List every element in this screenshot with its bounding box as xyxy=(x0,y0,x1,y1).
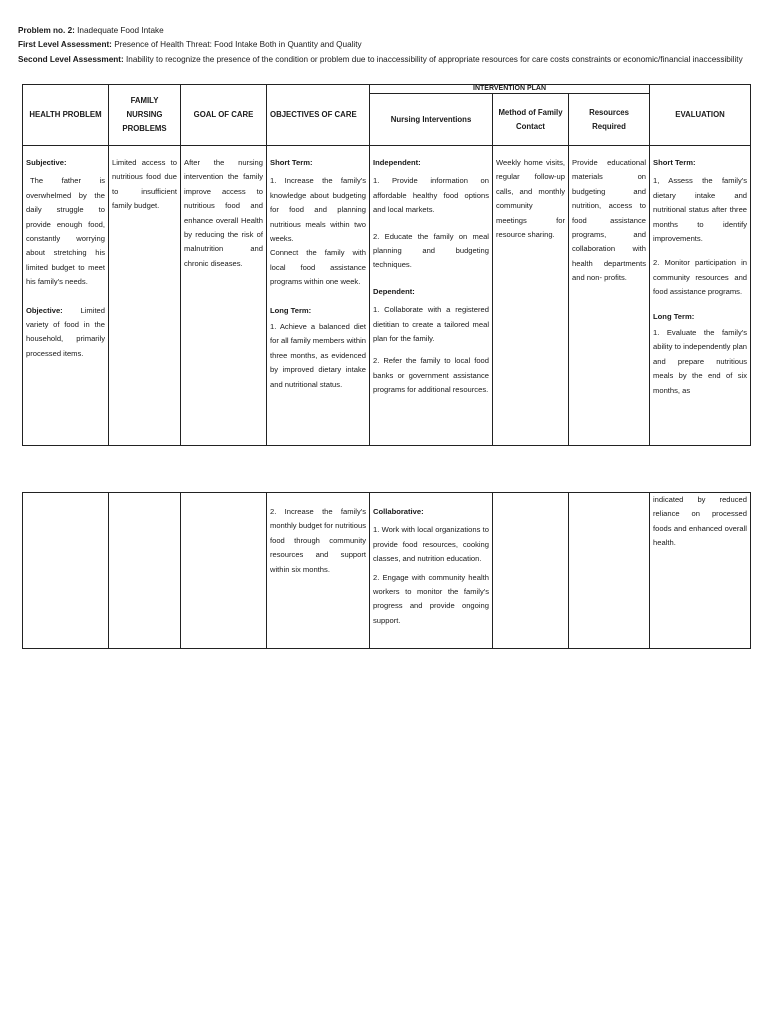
cell-health-problem xyxy=(23,146,109,446)
eval-long-term-1: 1. Evaluate the family's ability to independently plan and prepare nutritious meals by the end of six months, as xyxy=(653,328,748,395)
cell-objectives-continued xyxy=(267,493,370,649)
problem-line xyxy=(18,24,752,38)
col-nursing-interventions: Nursing Interventions xyxy=(370,94,493,146)
objective-block xyxy=(26,304,105,362)
cell-empty xyxy=(181,493,267,649)
cell-evaluation xyxy=(650,146,751,446)
eval-short-term-label: Short Term: xyxy=(653,158,696,167)
long-term-label: Long Term: xyxy=(270,305,312,315)
cell-empty xyxy=(569,493,650,649)
short-term-label: Short Term: xyxy=(270,158,313,167)
objective-label: Objective: xyxy=(26,305,63,315)
col-method-of-contact: Method of Family Contact xyxy=(493,94,569,146)
subjective-label: Subjective: xyxy=(26,158,67,167)
table-row xyxy=(23,146,751,446)
second-level-label: Second Level Assessment: xyxy=(18,55,124,64)
short-term-objective-1: 1. Increase the family's knowledge about budgeting for food and planning nutritious meals within two weeks. xyxy=(270,176,366,244)
cell-empty xyxy=(109,493,181,649)
cell-goal: After the nursing intervention the family improve access to nutritious food and enhance overall Health by reducing the risk of malnutrition and chronic diseases. xyxy=(181,146,267,446)
collaborative-intervention-2: 2. Engage with community health workers to monitor the family's progress and provide ongoing support. xyxy=(373,572,489,625)
second-level-value: Inability to recognize the presence of the condition or problem due to inaccessibility of appropriate resources for care costs constraints or economic/financial inaccessibility xyxy=(126,55,743,64)
cell-evaluation-continued: indicated by reduced reliance on processed foods and enhanced overall health. xyxy=(650,493,751,649)
short-term-objective-2b: 2. Increase the family's monthly budget for nutritious food through community resources and support within six months. xyxy=(270,507,366,574)
eval-short-term-1: 1, Assess the family's dietary intake and nutritional status after three months to identify improvements. xyxy=(653,176,748,244)
col-resources-required: Resources Required xyxy=(569,94,650,146)
dependent-intervention-1: 1. Collaborate with a registered dietitian to create a tailored meal plan for the family. xyxy=(373,305,489,344)
cell-empty xyxy=(23,493,109,649)
cell-interventions-continued xyxy=(370,493,493,649)
care-plan-table-continued xyxy=(22,492,751,649)
short-term-objective-2: Connect the family with local food assistance programs within one week. xyxy=(270,248,366,287)
cell-interventions xyxy=(370,146,493,446)
problem-value: Inadequate Food Intake xyxy=(77,26,164,35)
col-goal-of-care: GOAL OF CARE xyxy=(181,85,267,146)
dependent-intervention-2: 2. Refer the family to local food banks or government assistance programs for additional resources. xyxy=(373,356,489,395)
cell-family-nursing-problem: Limited access to nutritious food due to insufficient family budget. xyxy=(109,146,181,446)
independent-intervention-2: 2. Educate the family on meal planning and budgeting techniques. xyxy=(373,231,489,270)
subjective-text: The father is overwhelmed by the daily struggle to provide enough food, constantly worrying about stretching his limited budget to meet his family's needs. xyxy=(26,176,105,287)
first-level-value: Presence of Health Threat: Food Intake Both in Quantity and Quality xyxy=(114,40,362,49)
independent-label: Independent: xyxy=(373,158,421,167)
col-evaluation: EVALUATION xyxy=(650,85,751,146)
cell-resources: Provide educational materials on budgeting and nutrition, access to food assistance programs, and collaboration with health departments and non- profits. xyxy=(569,146,650,446)
col-intervention-plan: INTERVENTION PLAN xyxy=(370,85,650,94)
long-term-objective-1: 1. Achieve a balanced diet for all family members within three months, as evidenced by improved dietary intake and nutritional status. xyxy=(270,322,366,389)
cell-method-of-contact: Weekly home visits, regular follow-up calls, and monthly community meetings for resource sharing. xyxy=(493,146,569,446)
objective-text: Limited variety of food in the household, primarily processed items. xyxy=(26,305,105,358)
eval-short-term-2: 2. Monitor participation in community resources and food assistance programs. xyxy=(653,258,748,297)
col-family-nursing-problems: FAMILY NURSING PROBLEMS xyxy=(109,85,181,146)
col-health-problem: HEALTH PROBLEM xyxy=(23,85,109,146)
table-row xyxy=(23,493,751,649)
second-level-line xyxy=(18,53,752,67)
col-objectives-of-care: OBJECTIVES OF CARE xyxy=(267,85,370,146)
cell-objectives xyxy=(267,146,370,446)
independent-intervention-1: 1. Provide information on affordable healthy food options and local markets. xyxy=(373,176,489,215)
care-plan-table xyxy=(22,84,751,446)
problem-label: Problem no. 2: xyxy=(18,26,75,35)
first-level-label: First Level Assessment: xyxy=(18,40,112,49)
collaborative-label: Collaborative: xyxy=(373,507,424,516)
collaborative-intervention-1: 1. Work with local organizations to provide food resources, cooking classes, and nutrition education. xyxy=(373,525,489,564)
dependent-label: Dependent: xyxy=(373,286,415,296)
eval-long-term-label: Long Term: xyxy=(653,311,695,321)
first-level-line xyxy=(18,38,752,52)
cell-empty xyxy=(493,493,569,649)
